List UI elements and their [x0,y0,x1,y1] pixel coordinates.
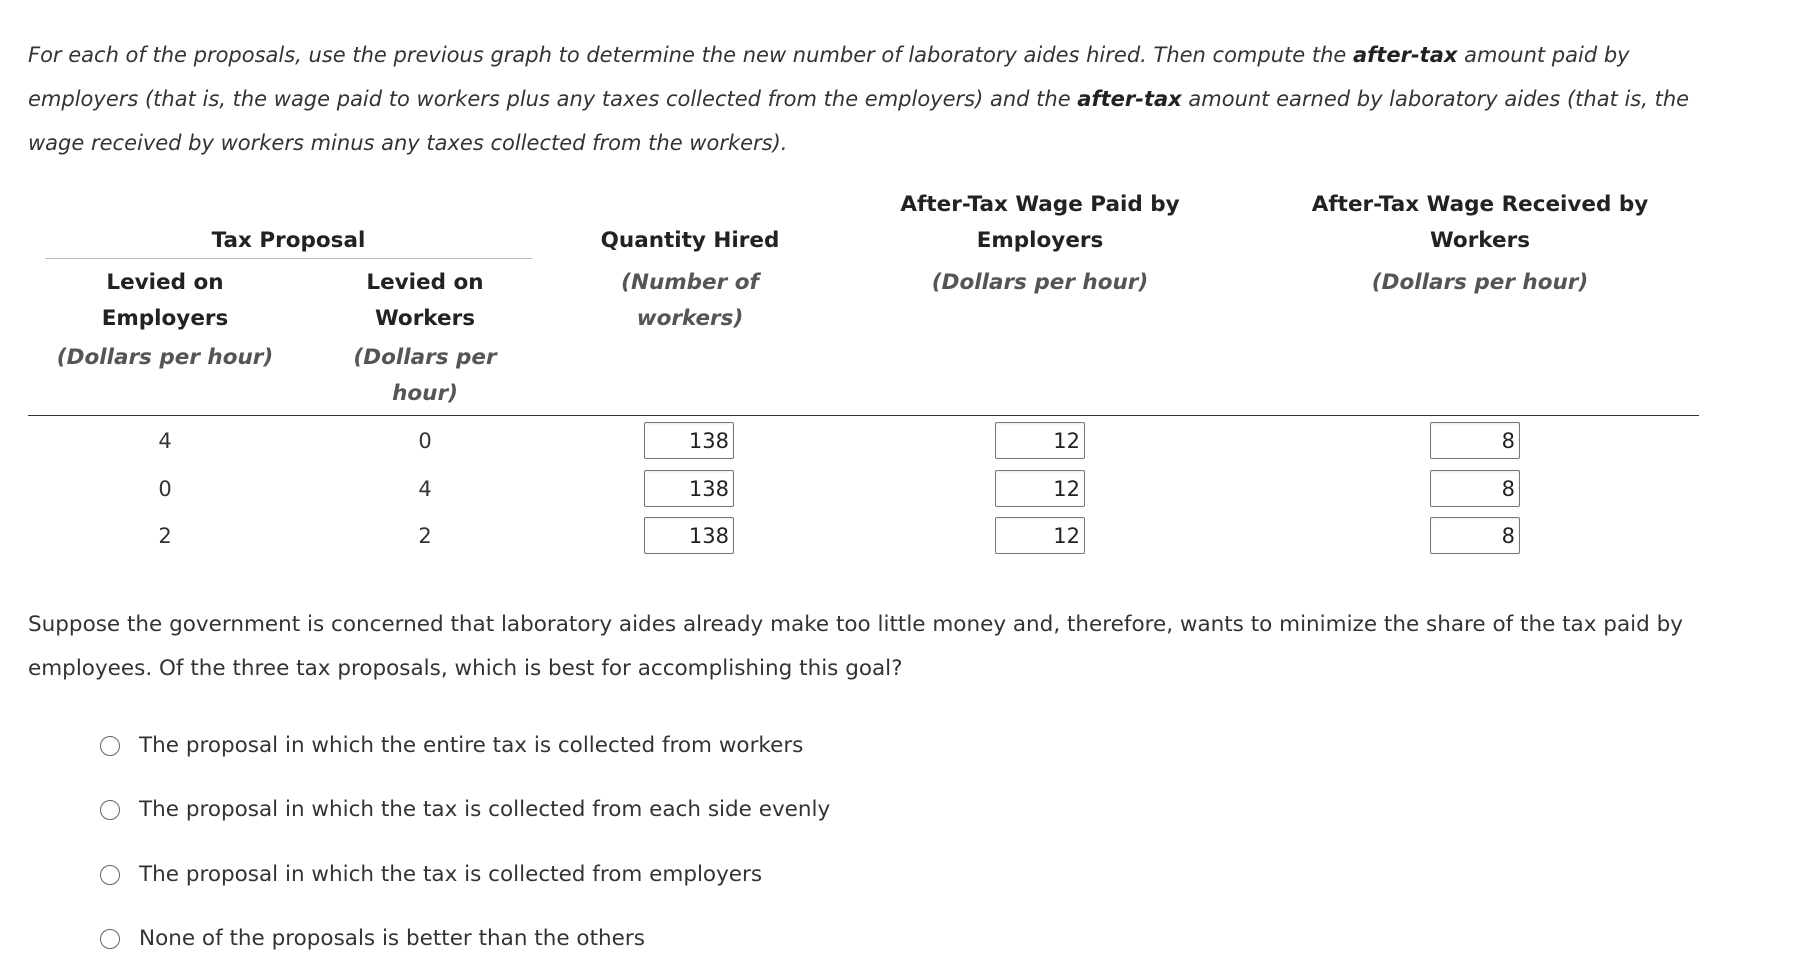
employers-header-line1: Levied on [106,270,224,295]
row2-quantity-input[interactable] [644,470,734,507]
tax-proposal-header: Tax Proposal [211,228,366,253]
option-label: The proposal in which the entire tax is collected from workers [139,733,804,758]
option-workers[interactable] [100,733,803,758]
question-text: Suppose the government is concerned that laboratory aides already make too little money and, therefore, wants to minimize the share of the tax paid by employees. Of the three tax proposals, which is best for accomplishing this goal? [28,612,1683,681]
received-header-line2: Workers [1429,228,1531,253]
row1-workers-tax: 0 [418,429,432,453]
received-header-unit: (Dollars per hour) [1371,270,1589,295]
workers-header-unit-line1: (Dollars per [353,345,497,370]
quantity-header-unit-line2: workers) [636,306,744,331]
workers-header-unit-line2: hour) [392,381,458,406]
radio-button[interactable] [100,736,120,756]
employers-header-unit: (Dollars per hour) [56,345,274,370]
row3-received-input[interactable] [1430,517,1520,554]
row1-received-input[interactable] [1430,422,1520,459]
row2-paid-input[interactable] [995,470,1085,507]
instructions-part1: For each of the proposals, use the previous graph to determine the new number of laboratory aides hired. Then compute the [28,43,1353,67]
instructions-text [28,33,1728,165]
employers-header-line2: Employers [101,306,229,331]
instructions-part2: amount paid by employers (that is, the wage paid to workers plus any taxes collected from the employers) and the [28,43,1630,111]
workers-header-line1: Levied on [366,270,484,295]
row1-quantity-input[interactable] [644,422,734,459]
row3-paid-input[interactable] [995,517,1085,554]
paid-header-unit: (Dollars per hour) [931,270,1149,295]
option-label: The proposal in which the tax is collected from each side evenly [139,797,831,822]
instructions-bold-after-tax-1: after-tax [1353,43,1458,67]
row3-workers-tax: 2 [418,524,432,548]
received-header-line1: After-Tax Wage Received by [1311,192,1649,217]
option-label: None of the proposals is better than the others [139,926,645,951]
tax-proposal-underline [45,258,532,259]
option-employers[interactable] [100,862,762,887]
option-none[interactable] [100,926,645,951]
instructions-part3: amount earned by laboratory aides (that is, the wage received by workers minus any taxes collected from the workers). [28,87,1690,155]
row3-employers-tax: 2 [158,524,172,548]
instructions-bold-after-tax-2: after-tax [1077,87,1182,111]
radio-button[interactable] [100,800,120,820]
paid-header-line1: After-Tax Wage Paid by [900,192,1180,217]
quantity-header-unit-line1: (Number of [621,270,759,295]
table-header-divider [28,415,1699,416]
row2-workers-tax: 4 [418,477,432,501]
workers-header-line2: Workers [374,306,476,331]
radio-button[interactable] [100,865,120,885]
paid-header-line2: Employers [976,228,1104,253]
option-evenly[interactable] [100,797,830,822]
row1-paid-input[interactable] [995,422,1085,459]
row2-employers-tax: 0 [158,477,172,501]
option-label: The proposal in which the tax is collected from employers [139,862,763,887]
quantity-header: Quantity Hired [600,228,780,253]
row3-quantity-input[interactable] [644,517,734,554]
row2-received-input[interactable] [1430,470,1520,507]
radio-button[interactable] [100,929,120,949]
row1-employers-tax: 4 [158,429,172,453]
